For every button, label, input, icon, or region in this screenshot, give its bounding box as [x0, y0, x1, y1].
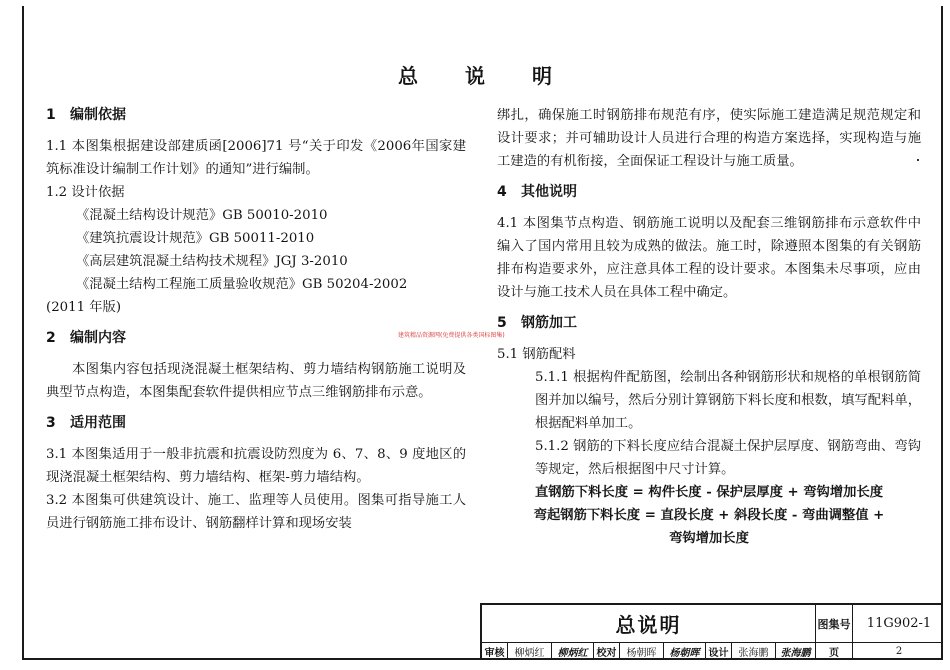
title-block-name: 总说明	[482, 605, 816, 642]
section-5-number: 5	[497, 315, 507, 331]
watermark-text: 建筑精品资源网(免费提供各类国标图集)	[398, 332, 505, 339]
reviewer-signature: 柳炳红	[552, 642, 594, 660]
section-4-title: 其他说明	[521, 184, 577, 200]
section-5-heading	[497, 312, 921, 335]
section-2-number: 2	[46, 330, 56, 346]
section-4-heading	[497, 181, 921, 204]
clause-3-2-continued: 绑扎，确保施工时钢筋排布规范有序，使实际施工建造满足规范规定和设计要求；并可辅助设计人员进行合理的构造方案选择，实现构造与施工建造的有机衔接，全面保证工程设计与施工质量。	[497, 108, 921, 169]
checker-signature: 杨朝晖	[664, 642, 706, 660]
formula-straight-bar: 直钢筋下料长度 = 构件长度 - 保护层厚度 + 弯钩增加长度	[534, 485, 884, 500]
reference-item: 《混凝土结构工程施工质量验收规范》GB 50204-2002	[76, 277, 408, 292]
clause-5-1: 5.1 钢筋配料	[497, 347, 576, 362]
clause-4-1: 4.1 本图集节点构造、钢筋施工说明以及配套三维钢筋排布示意软件中编入了国内常用且较为成熟的做法。施工时，除遵照本图集的有关钢筋排布构造要求外，应注意具体工程的设计要求。本图集未尽事项，应由设计与施工技术人员在具体工程中确定。	[497, 216, 921, 300]
section-3-title: 适用范围	[70, 415, 126, 431]
review-label: 审核	[482, 642, 508, 660]
right-column	[497, 104, 921, 550]
reference-item: 《建筑抗震设计规范》GB 50011-2010	[76, 231, 315, 246]
title-block	[480, 603, 943, 660]
section-2-title: 编制内容	[70, 330, 126, 346]
formula-bent-bar: 弯起钢筋下料长度 = 直段长度 + 斜段长度 - 弯曲调整值 +	[533, 508, 885, 523]
section-1-number: 1	[46, 107, 56, 123]
reference-edition: (2011 年版)	[46, 300, 122, 315]
section-2-heading	[46, 327, 466, 350]
section-5-title: 钢筋加工	[521, 315, 577, 331]
clause-5-1-1: 5.1.1 根据构件配筋图，绘制出各种钢筋形状和规格的单根钢筋简图并加以编号，然后分别计算钢筋下料长度和根数，填写配料单，根据配料单加工。	[535, 370, 921, 431]
clause-1-1: 1.1 本图集根据建设部建质函[2006]71 号“关于印发《2006年国家建筑标准设计编制工作计划》的通知”进行编制。	[46, 139, 466, 177]
design-label: 设计	[706, 642, 732, 660]
reference-item: 《混凝土结构设计规范》GB 50010-2010	[76, 208, 328, 223]
designer-name: 张海鹏	[732, 642, 776, 660]
designer-signature: 张海鹏	[776, 642, 816, 660]
page-label: 页	[816, 642, 853, 660]
section-1-heading	[46, 104, 466, 127]
atlas-number: 11G902-1	[866, 616, 932, 631]
check-label: 校对	[594, 642, 620, 660]
clause-3-1: 3.1 本图集适用于一般非抗震和抗震设防烈度为 6、7、8、9 度地区的现浇混凝土框架结构、剪力墙结构、框架-剪力墙结构。	[46, 447, 466, 485]
section-3-heading	[46, 412, 466, 435]
clause-3-2: 3.2 本图集可供建筑设计、施工、监理等人员使用。图集可指导施工人员进行钢筋施工排布设计、钢筋翻样计算和现场安装	[46, 493, 466, 531]
page-title: 总 说 明	[398, 64, 572, 88]
left-column	[46, 104, 466, 535]
section-4-number: 4	[497, 184, 507, 200]
formula-bent-bar-continued: 弯钩增加长度	[669, 531, 749, 546]
checker-name: 杨朝晖	[620, 642, 664, 660]
section-3-number: 3	[46, 415, 56, 431]
clause-1-2: 1.2 设计依据	[46, 185, 125, 200]
atlas-number-label: 图集号	[816, 605, 853, 642]
reference-item: 《高层建筑混凝土结构技术规程》JGJ 3-2010	[76, 254, 348, 269]
reviewer-name: 柳炳红	[508, 642, 552, 660]
section-1-title: 编制依据	[70, 107, 126, 123]
section-2-text: 本图集内容包括现浇混凝土框架结构、剪力墙结构钢筋施工说明及典型节点构造，本图集配套软件提供相应节点三维钢筋排布示意。	[46, 362, 466, 400]
clause-5-1-2: 5.1.2 钢筋的下料长度应结合混凝土保护层厚度、钢筋弯曲、弯钩等规定，然后根据图中尺寸计算。	[535, 439, 921, 477]
page-number: 2	[895, 645, 903, 657]
